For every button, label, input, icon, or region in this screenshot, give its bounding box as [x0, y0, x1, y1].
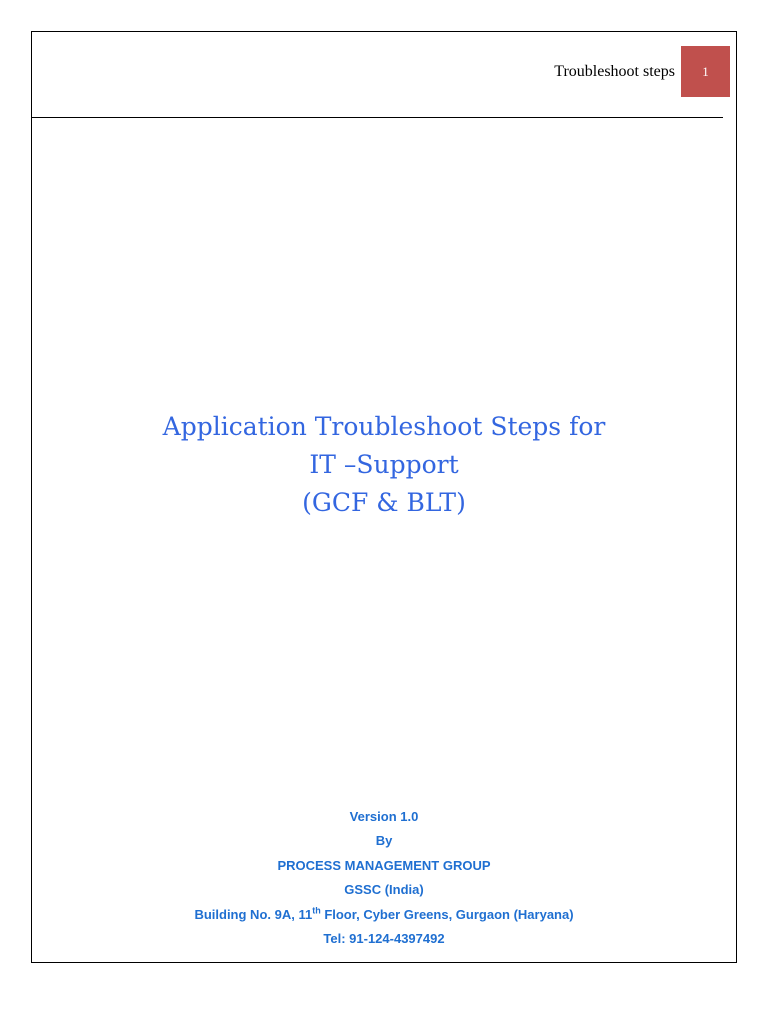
by-text: By: [375, 833, 393, 849]
title-line-2: IT –Support: [309, 450, 459, 479]
header-title: Troubleshoot steps: [554, 63, 675, 80]
title-line-3: (GCF & BLT): [302, 488, 466, 517]
address-superscript: th: [312, 905, 321, 916]
telephone: Tel: 91-124-4397492: [323, 931, 445, 947]
address-part-1: Building No. 9A, 11: [194, 906, 313, 922]
page-header: [31, 46, 737, 98]
page-number: 1: [702, 63, 709, 79]
group-name: PROCESS MANAGEMENT GROUP: [277, 857, 491, 873]
address-part-2: Floor, Cyber Greens, Gurgaon (Haryana): [320, 906, 574, 922]
header-divider: [31, 117, 723, 118]
title-line-1: Application Troubleshoot Steps for: [162, 412, 606, 441]
contact-block: [31, 805, 737, 951]
organization-name: GSSC (India): [344, 882, 424, 898]
version-text: Version 1.0: [349, 809, 419, 824]
address: [31, 903, 737, 927]
document-title: [31, 408, 737, 522]
page-number-badge: [681, 46, 730, 97]
